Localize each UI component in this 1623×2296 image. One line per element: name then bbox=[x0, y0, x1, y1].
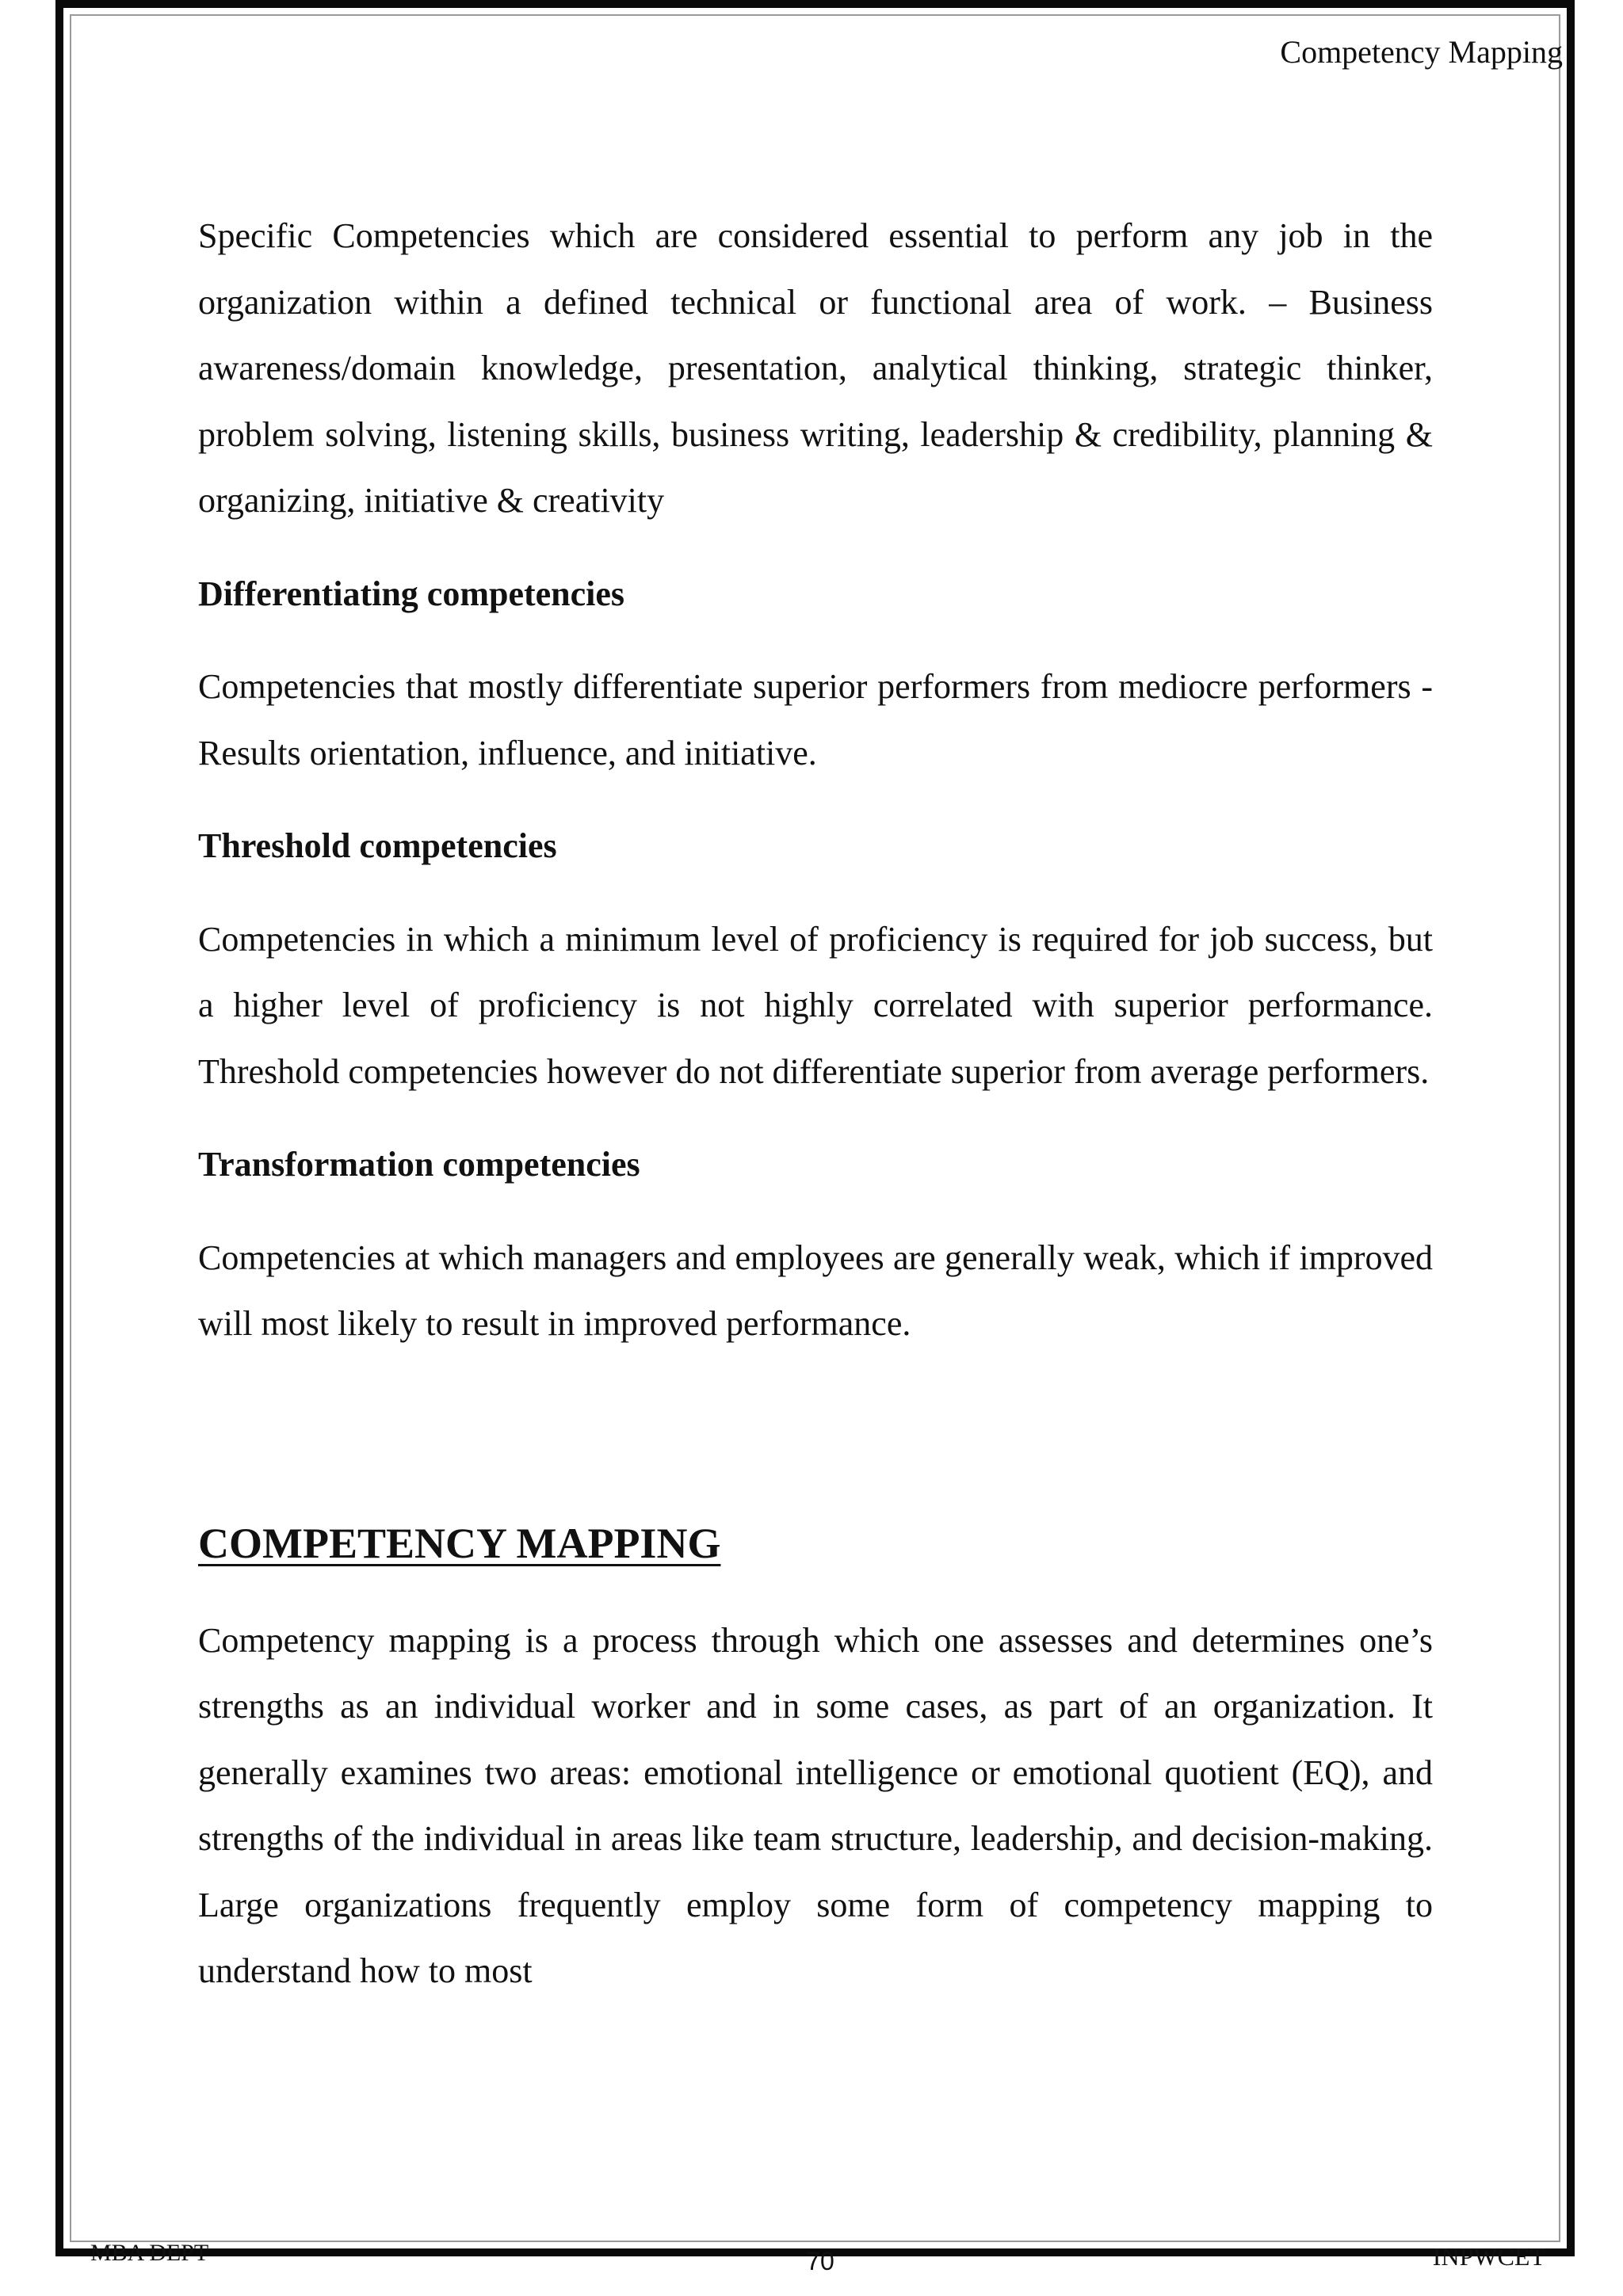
footer-institution: INPWCET bbox=[1432, 2242, 1545, 2271]
mapping-paragraph: Competency mapping is a process through which one assesses and determines one’s strengths as an individual worker and in some cases, as part of an organization. It generally examines two areas: emotional intelligence or emotional quotient (EQ), and strengths of the individual in areas like team structure, leadership, and decision-making. Large organizations frequently employ some form of competency mapping to understand how to most bbox=[198, 1620, 1433, 1990]
page-content bbox=[198, 203, 1433, 2004]
transformation-paragraph: Competencies at which managers and employees are generally weak, which if improved will most likely to result in improved performance. bbox=[198, 1238, 1433, 1343]
differentiating-paragraph: Competencies that mostly differentiate superior performers from mediocre performers - Results orientation, influence, and initiative. bbox=[198, 667, 1433, 772]
threshold-paragraph: Competencies in which a minimum level of proficiency is required for job success, but a higher level of proficiency is not highly correlated with superior performance. Threshold competencies however do not differentiate superior from average performers. bbox=[198, 919, 1433, 1091]
transformation-heading: Transformation competencies bbox=[198, 1145, 640, 1184]
intro-paragraph: Specific Competencies which are considered essential to perform any job in the organization within a defined technical or functional area of work. – Business awareness/domain knowledge, presentation, analytical thinking, strategic thinker, problem solving, listening skills, business writing, leadership & credibility, planning & organizing, initiative & creativity bbox=[198, 216, 1433, 520]
page-number: 70 bbox=[806, 2247, 834, 2275]
footer-department: MBA DEPT bbox=[90, 2240, 209, 2266]
threshold-heading: Threshold competencies bbox=[198, 826, 557, 865]
running-header: Competency Mapping bbox=[1280, 34, 1563, 70]
differentiating-heading: Differentiating competencies bbox=[198, 574, 625, 613]
section-title: COMPETENCY MAPPING bbox=[198, 1519, 721, 1567]
